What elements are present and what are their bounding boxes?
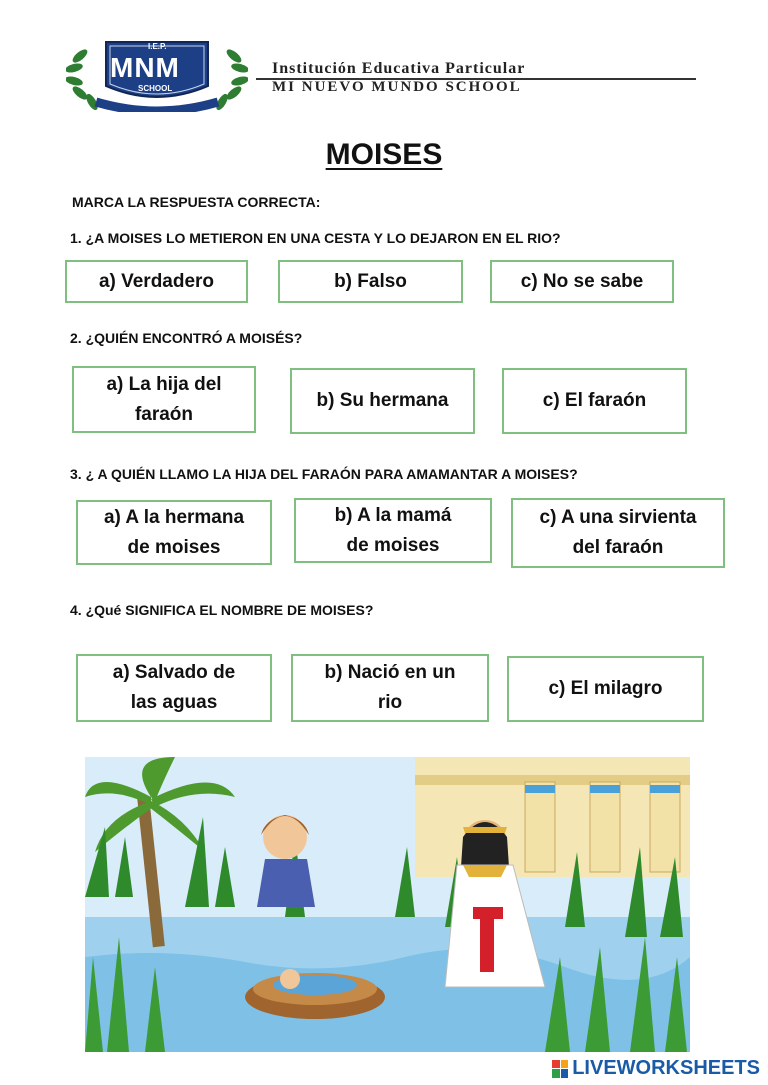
q4-option-b[interactable] [291,654,489,722]
option-label: c) No se sabe [520,270,644,292]
option-label: c) El milagro [548,678,663,699]
option-label: c) A una sirvienta del faraón [539,507,697,558]
question-1: 1. ¿A MOISES LO METIERON EN UNA CESTA Y LO DEJARON EN EL RIO? [70,230,561,246]
option-label: b) A la mamá de moises [334,504,452,556]
option-label: a) A la hermana de moises [103,506,245,558]
question-4: 4. ¿Qué SIGNIFICA EL NOMBRE DE MOISES? [70,602,374,618]
logo-text: MNM [110,52,180,83]
title-text: MOISES [325,138,443,171]
q4-option-c[interactable] [507,656,704,722]
q3-option-b[interactable] [294,498,492,563]
q1-option-b[interactable] [278,260,463,303]
q3-option-c[interactable] [511,498,725,568]
question-2: 2. ¿QUIÉN ENCONTRÓ A MOISÉS? [70,330,303,346]
liveworksheets-watermark [552,1057,760,1080]
option-label: c) El faraón [542,390,647,411]
logo-top-text: I.E.P. [148,42,167,51]
option-label: b) Su hermana [316,390,449,411]
option-label: b) Nació en un rio [324,662,456,713]
liveworksheets-logo-icon [552,1060,568,1078]
school-name-line1: Institución Educativa Particular [272,60,526,77]
moses-illustration [85,757,690,1052]
q1-option-c[interactable] [490,260,674,303]
worksheet-title [0,138,768,172]
q2-option-a[interactable] [72,366,256,433]
q1-option-a[interactable] [65,260,248,303]
instruction: MARCA LA RESPUESTA CORRECTA: [72,194,321,210]
q4-option-a[interactable] [76,654,272,722]
option-label: a) La hija del faraón [106,373,222,425]
logo-sub-text: SCHOOL [138,84,173,93]
q2-option-b[interactable] [290,368,475,434]
q2-option-c[interactable] [502,368,687,434]
option-label: b) Falso [334,270,407,292]
question-3: 3. ¿ A QUIÉN LLAMO LA HIJA DEL FARAÓN PARA AMAMANTAR A MOISES? [70,466,578,482]
school-name-line2: MI NUEVO MUNDO SCHOOL [272,79,522,95]
q3-option-a[interactable] [76,500,272,565]
option-label: a) Salvado de las aguas [112,662,236,713]
option-label: a) Verdadero [98,270,215,292]
watermark-text: LIVEWORKSHEETS [572,1057,760,1079]
